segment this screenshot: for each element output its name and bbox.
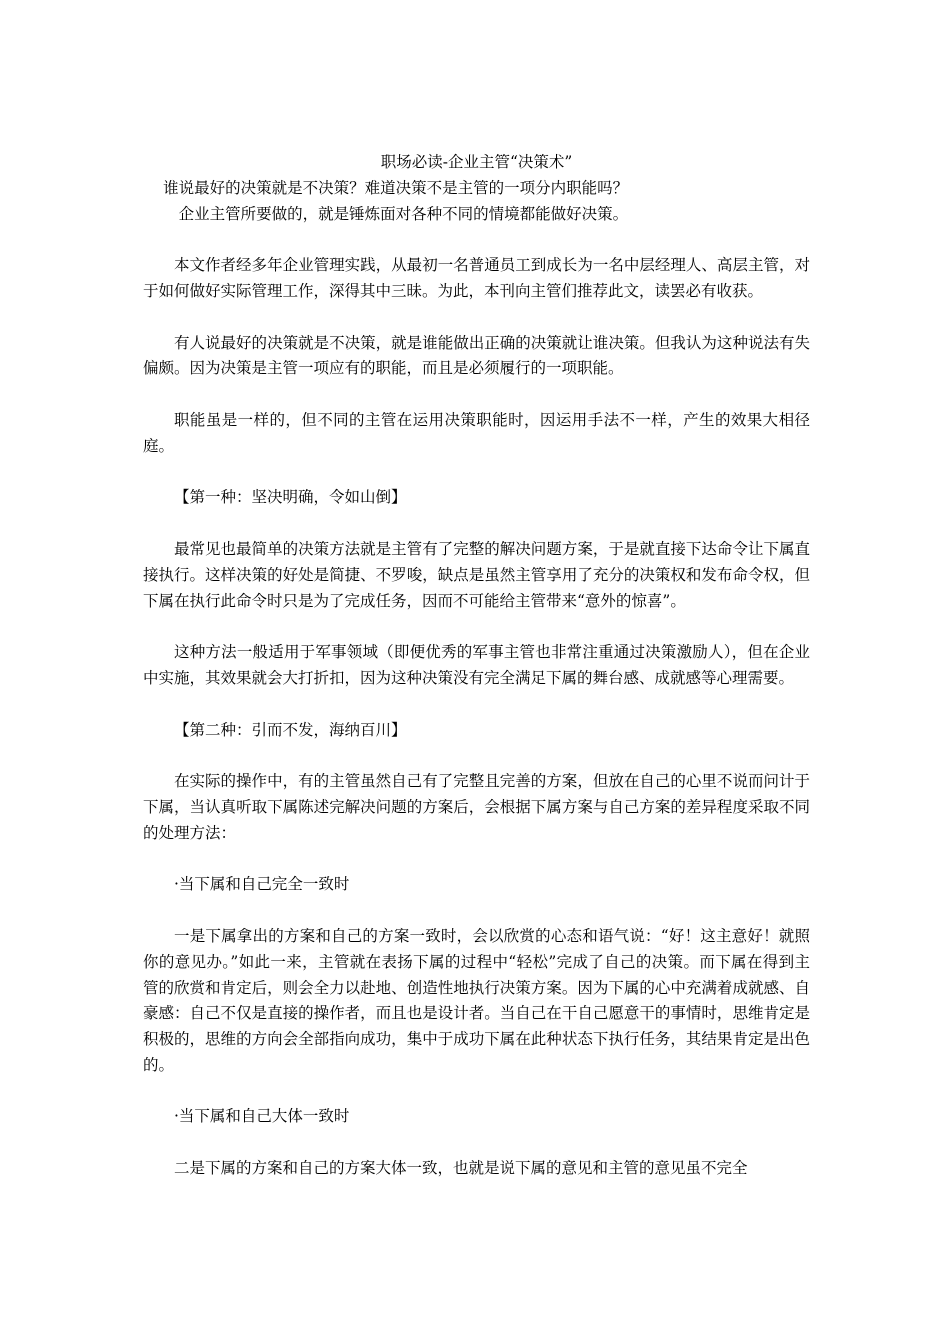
section-heading-2: 【第二种：引而不发，海纳百川】 <box>174 720 407 739</box>
section-heading-1: 【第一种：坚决明确，令如山倒】 <box>174 488 407 507</box>
paragraph-method-1-scope: 这种方法一般适用于军事领域（即便优秀的军事主管也非常注重通过决策激励人），但在企业中实施，其效果就会大打折扣，因为这种决策没有完全满足下属的舞台感、成就感等心理需要。 <box>143 643 810 687</box>
paragraph-method-2: 在实际的操作中，有的主管虽然自己有了完整且完善的方案，但放在自己的心里不说而问计于下属，当认真听取下属陈述完解决问题的方案后，会根据下属方案与自己方案的差异程度采取不同的处理方法： <box>143 772 810 842</box>
intro-line-1: 谁说最好的决策就是不决策？难道决策不是主管的一项分内职能吗？ <box>163 178 629 197</box>
bullet-heading-similar: ·当下属和自己大体一致时 <box>174 1107 350 1126</box>
paragraph-case-similar: 二是下属的方案和自己的方案大体一致，也就是说下属的意见和主管的意见虽不完全 <box>174 1159 748 1178</box>
bullet-heading-identical: ·当下属和自己完全一致时 <box>174 875 350 894</box>
paragraph-opinion: 有人说最好的决策就是不决策，就是谁能做出正确的决策就让谁决策。但我认为这种说法有失偏颇。因为决策是主管一项应有的职能，而且是必须履行的一项职能。 <box>143 333 810 378</box>
paragraph-author-note: 本文作者经多年企业管理实践，从最初一名普通员工到成长为一名中层经理人、高层主管，对于如何做好实际管理工作，深得其中三昧。为此，本刊向主管们推荐此文，读罢必有收获。 <box>143 256 810 300</box>
paragraph-function: 职能虽是一样的，但不同的主管在运用决策职能时，因运用手法不一样，产生的效果大相径庭。 <box>143 410 810 455</box>
intro-line-2: 企业主管所要做的，就是锤炼面对各种不同的情境都能做好决策。 <box>178 204 629 223</box>
paragraph-method-1: 最常见也最简单的决策方法就是主管有了完整的解决问题方案，于是就直接下达命令让下属直接执行。这样决策的好处是简捷、不罗唆，缺点是虽然主管享用了充分的决策权和发布命令权，但下属在执行此命令时只是为了完成任务，因而不可能给主管带来“意外的惊喜”。 <box>143 539 810 610</box>
document-body <box>143 150 810 1208</box>
document-title: 职场必读-企业主管“决策术” <box>380 153 573 171</box>
paragraph-case-identical: 一是下属拿出的方案和自己的方案一致时，会以欣赏的心态和语气说：“好！这主意好！就照你的意见办。”如此一来，主管就在表扬下属的过程中“轻松”完成了自己的决策。而下属在得到主管的欣赏和肯定后，则会全力以赴地、创造性地执行决策方案。因为下属的心中充满着成就感、自豪感：自己不仅是直接的操作者，而且也是设计者。当自己在干自己愿意干的事情时，思维肯定是积极的，思维的方向会全部指向成功，集中于成功下属在此种状态下执行任务，其结果肯定是出色的。 <box>143 926 810 1074</box>
